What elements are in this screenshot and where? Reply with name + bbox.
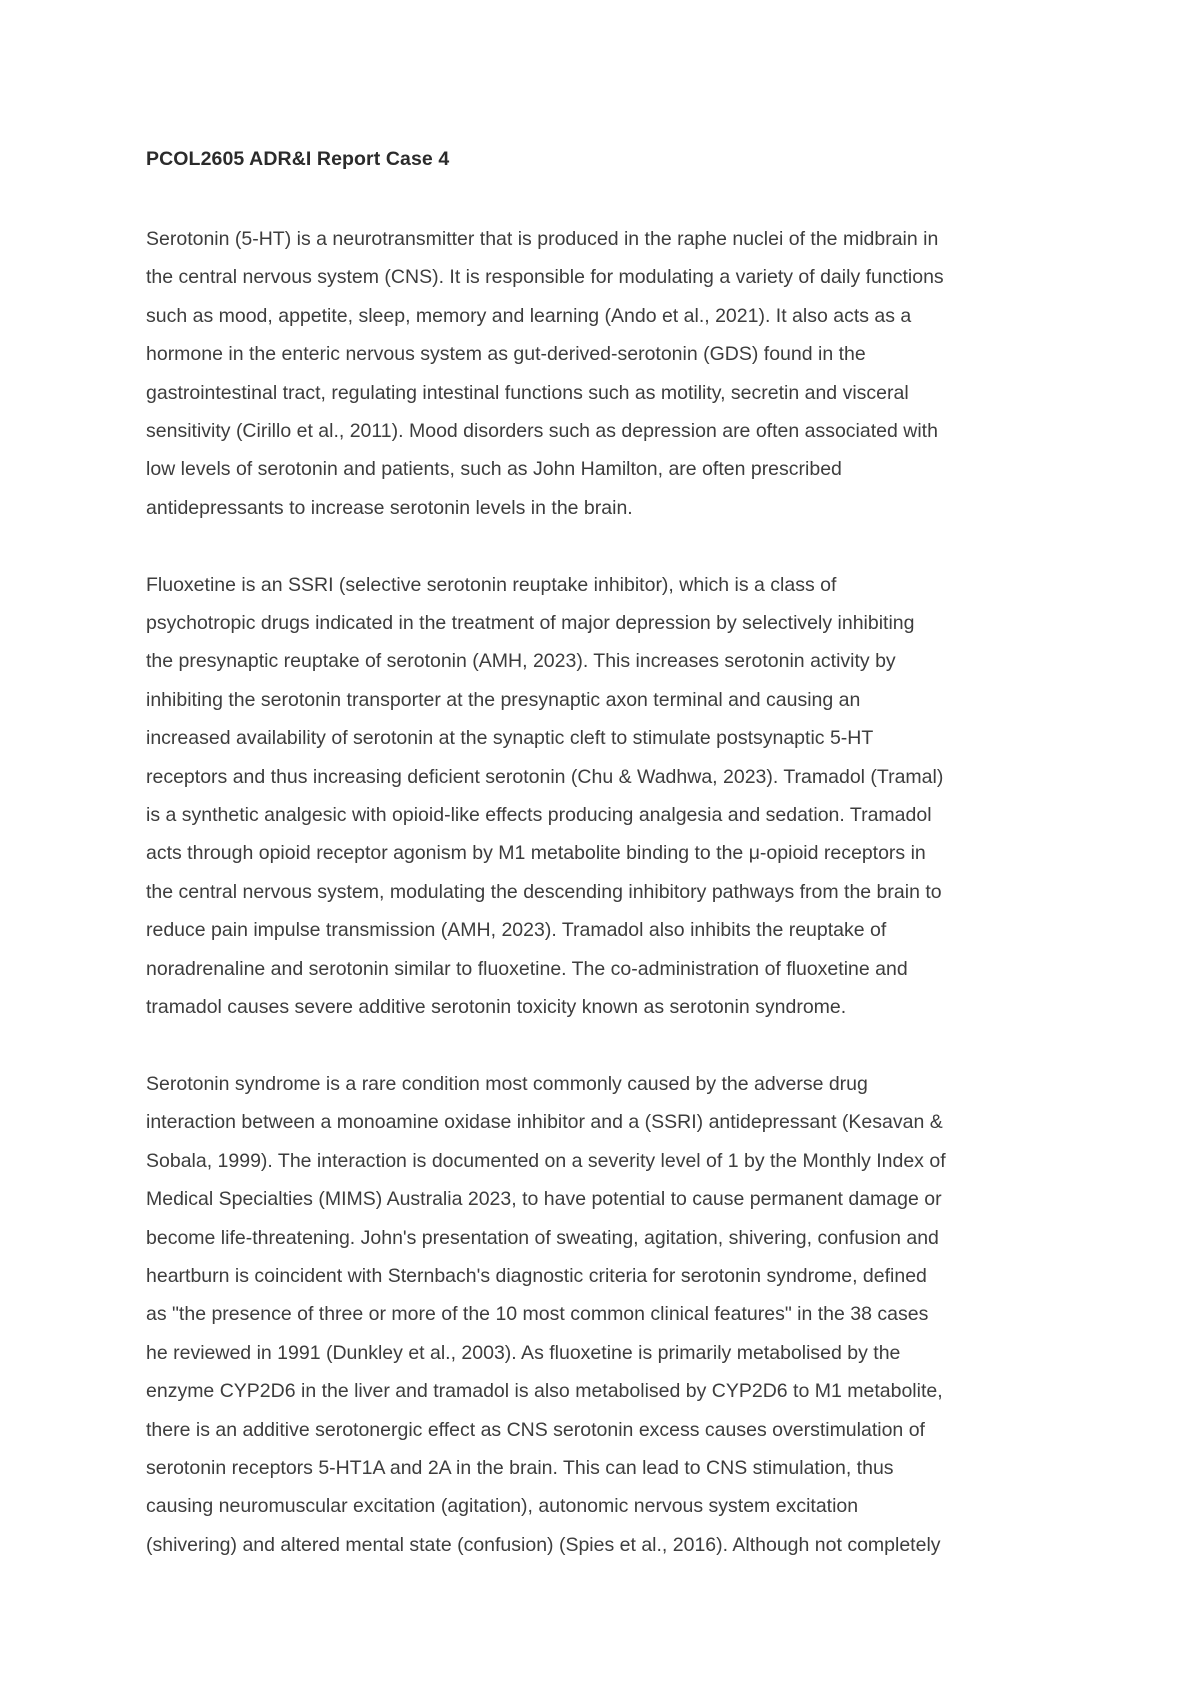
- text-line: tramadol causes severe additive serotonin toxicity known as serotonin syndrome.: [146, 996, 847, 1019]
- text-line: antidepressants to increase serotonin levels in the brain.: [146, 496, 633, 519]
- text-line: inhibiting the serotonin transporter at the presynaptic axon terminal and causing an: [146, 688, 861, 711]
- text-line: he reviewed in 1991 (Dunkley et al., 2003). As fluoxetine is primarily metabolised by the: [146, 1341, 901, 1364]
- document-title: PCOL2605 ADR&I Report Case 4: [146, 148, 450, 170]
- text-line: as "the presence of three or more of the 10 most common clinical features" in the 38 cases: [146, 1303, 929, 1326]
- text-line: (shivering) and altered mental state (confusion) (Spies et al., 2016). Although not completely: [146, 1533, 941, 1556]
- text-line: Sobala, 1999). The interaction is documented on a severity level of 1 by the Monthly Index of: [146, 1149, 946, 1172]
- text-line: reduce pain impulse transmission (AMH, 2023). Tramadol also inhibits the reuptake of: [146, 919, 887, 942]
- document-body: [146, 145, 1066, 1603]
- text-line: Medical Specialties (MIMS) Australia 2023, to have potential to cause permanent damage or: [146, 1188, 942, 1211]
- text-line: psychotropic drugs indicated in the treatment of major depression by selectively inhibiting: [146, 612, 915, 635]
- paragraph-list: [146, 220, 1066, 1564]
- paragraph: [146, 220, 1066, 527]
- text-line: serotonin receptors 5-HT1A and 2A in the brain. This can lead to CNS stimulation, thus: [146, 1456, 894, 1479]
- text-line: causing neuromuscular excitation (agitation), autonomic nervous system excitation: [146, 1495, 859, 1518]
- text-line: Fluoxetine is an SSRI (selective serotonin reuptake inhibitor), which is a class of: [146, 573, 837, 596]
- text-line: become life-threatening. John's presentation of sweating, agitation, shivering, confusion and: [146, 1226, 939, 1249]
- text-line: interaction between a monoamine oxidase inhibitor and a (SSRI) antidepressant (Kesavan &: [146, 1111, 943, 1134]
- text-line: low levels of serotonin and patients, such as John Hamilton, are often prescribed: [146, 458, 842, 481]
- text-line: such as mood, appetite, sleep, memory and learning (Ando et al., 2021). It also acts as a: [146, 304, 912, 327]
- text-line: Serotonin syndrome is a rare condition most commonly caused by the adverse drug: [146, 1072, 868, 1095]
- text-line: hormone in the enteric nervous system as gut-derived-serotonin (GDS) found in the: [146, 343, 866, 366]
- paragraph: [146, 566, 1066, 1027]
- text-line: the central nervous system (CNS). It is responsible for modulating a variety of daily functions: [146, 266, 944, 289]
- text-line: enzyme CYP2D6 in the liver and tramadol is also metabolised by CYP2D6 to M1 metabolite,: [146, 1380, 943, 1403]
- text-line: the central nervous system, modulating the descending inhibitory pathways from the brain to: [146, 880, 942, 903]
- text-line: heartburn is coincident with Sternbach's diagnostic criteria for serotonin syndrome, defined: [146, 1264, 927, 1287]
- text-line: noradrenaline and serotonin similar to fluoxetine. The co-administration of fluoxetine and: [146, 957, 908, 980]
- text-line: there is an additive serotonergic effect as CNS serotonin excess causes overstimulation of: [146, 1418, 925, 1441]
- text-line: receptors and thus increasing deficient serotonin (Chu & Wadhwa, 2023). Tramadol (Tramal): [146, 765, 944, 788]
- text-line: the presynaptic reuptake of serotonin (AMH, 2023). This increases serotonin activity by: [146, 650, 896, 673]
- text-line: sensitivity (Cirillo et al., 2011). Mood disorders such as depression are often associated with: [146, 420, 938, 443]
- text-line: is a synthetic analgesic with opioid-like effects producing analgesia and sedation. Tramadol: [146, 804, 932, 827]
- text-line: acts through opioid receptor agonism by M1 metabolite binding to the μ-opioid receptors in: [146, 842, 926, 865]
- paragraph: [146, 1065, 1066, 1564]
- text-line: gastrointestinal tract, regulating intestinal functions such as motility, secretin and visceral: [146, 381, 909, 404]
- text-line: Serotonin (5-HT) is a neurotransmitter that is produced in the raphe nuclei of the midbrain in: [146, 228, 939, 250]
- text-line: increased availability of serotonin at the synaptic cleft to stimulate postsynaptic 5-HT: [146, 727, 874, 750]
